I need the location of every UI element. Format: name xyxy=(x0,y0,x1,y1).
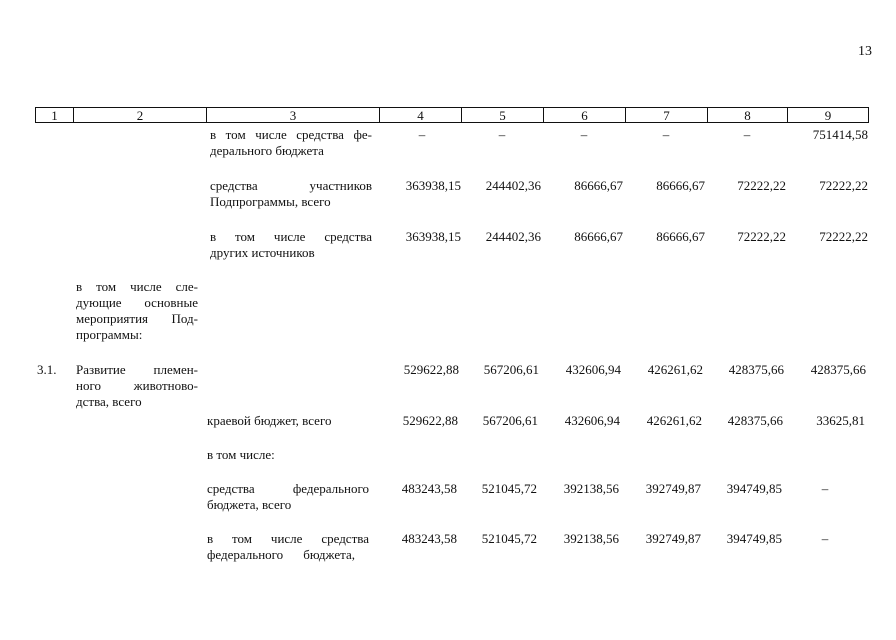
value-cell: 72222,22 xyxy=(819,229,868,244)
value-cell: 363938,15 xyxy=(405,229,461,244)
header-col-8: 8 xyxy=(707,107,788,123)
value-cell: 483243,58 xyxy=(401,531,457,546)
measure-name-line: в том числе сле- xyxy=(76,279,198,294)
value-cell: 86666,67 xyxy=(656,178,705,193)
value-cell: – xyxy=(821,531,829,546)
table-row xyxy=(76,279,200,343)
funding-source-line: краевой бюджет, всего xyxy=(207,413,332,428)
measure-name-line: дства, всего xyxy=(76,394,142,409)
measure-name-line: дующие основные xyxy=(76,295,198,310)
value-cell: 86666,67 xyxy=(574,229,623,244)
value-cell: – xyxy=(821,481,829,496)
table-row xyxy=(210,127,374,159)
value-cell: – xyxy=(662,127,670,142)
measure-name-line: программы: xyxy=(76,327,143,342)
funding-source-line: в том числе средства xyxy=(207,531,369,546)
table-row xyxy=(207,481,371,513)
table-header-row xyxy=(35,107,869,124)
value-cell: 394749,85 xyxy=(726,531,782,546)
table-row xyxy=(210,229,374,261)
value-cell: 392138,56 xyxy=(563,531,619,546)
value-cell: 432606,94 xyxy=(564,413,620,428)
table-row xyxy=(76,362,200,410)
table-row xyxy=(210,178,374,210)
value-cell: 428375,66 xyxy=(728,362,784,377)
value-cell: 529622,88 xyxy=(403,362,459,377)
value-cell: 392749,87 xyxy=(645,531,701,546)
funding-source-line: средства участников xyxy=(210,178,372,193)
row-number: 3.1. xyxy=(37,362,57,377)
funding-source-line: в том числе средства xyxy=(210,229,372,244)
value-cell: 751414,58 xyxy=(812,127,868,142)
header-col-5: 5 xyxy=(461,107,544,123)
table-row xyxy=(207,531,371,563)
value-cell: 426261,62 xyxy=(647,362,703,377)
value-cell: 72222,22 xyxy=(737,178,786,193)
page-number: 13 xyxy=(858,44,872,59)
value-cell: 529622,88 xyxy=(402,413,458,428)
value-cell: 86666,67 xyxy=(656,229,705,244)
value-cell: 483243,58 xyxy=(401,481,457,496)
value-cell: 72222,22 xyxy=(737,229,786,244)
value-cell: 567206,61 xyxy=(482,413,538,428)
header-col-7: 7 xyxy=(625,107,708,123)
funding-source-line: в том числе: xyxy=(207,447,275,462)
value-cell: 244402,36 xyxy=(485,229,541,244)
value-cell: 394749,85 xyxy=(726,481,782,496)
header-col-6: 6 xyxy=(543,107,626,123)
funding-source-line: федерального бюджета, xyxy=(207,547,355,562)
value-cell: 33625,81 xyxy=(816,413,865,428)
value-cell: 521045,72 xyxy=(481,531,537,546)
value-cell: 392138,56 xyxy=(563,481,619,496)
value-cell: 521045,72 xyxy=(481,481,537,496)
value-cell: 567206,61 xyxy=(483,362,539,377)
funding-source-line: в том числе средства фе- xyxy=(210,127,372,142)
funding-source-line: других источников xyxy=(210,245,315,260)
value-cell: – xyxy=(418,127,426,142)
header-col-4: 4 xyxy=(379,107,462,123)
funding-source-line: бюджета, всего xyxy=(207,497,292,512)
value-cell: 392749,87 xyxy=(645,481,701,496)
value-cell: 428375,66 xyxy=(727,413,783,428)
header-col-2: 2 xyxy=(73,107,207,123)
measure-name-line: мероприятия Под- xyxy=(76,311,198,326)
value-cell: 72222,22 xyxy=(819,178,868,193)
value-cell: – xyxy=(743,127,751,142)
value-cell: 363938,15 xyxy=(405,178,461,193)
value-cell: 428375,66 xyxy=(810,362,866,377)
value-cell: – xyxy=(498,127,506,142)
funding-source-line: дерального бюджета xyxy=(210,143,324,158)
value-cell: 426261,62 xyxy=(646,413,702,428)
value-cell: 244402,36 xyxy=(485,178,541,193)
header-col-3: 3 xyxy=(206,107,380,123)
value-cell: 432606,94 xyxy=(565,362,621,377)
funding-source-line: средства федерального xyxy=(207,481,369,496)
header-col-9: 9 xyxy=(787,107,869,123)
value-cell: 86666,67 xyxy=(574,178,623,193)
measure-name-line: Развитие племен- xyxy=(76,362,198,377)
value-cell: – xyxy=(580,127,588,142)
measure-name-line: ного животново- xyxy=(76,378,198,393)
header-col-1: 1 xyxy=(35,107,74,123)
funding-source-line: Подпрограммы, всего xyxy=(210,194,331,209)
